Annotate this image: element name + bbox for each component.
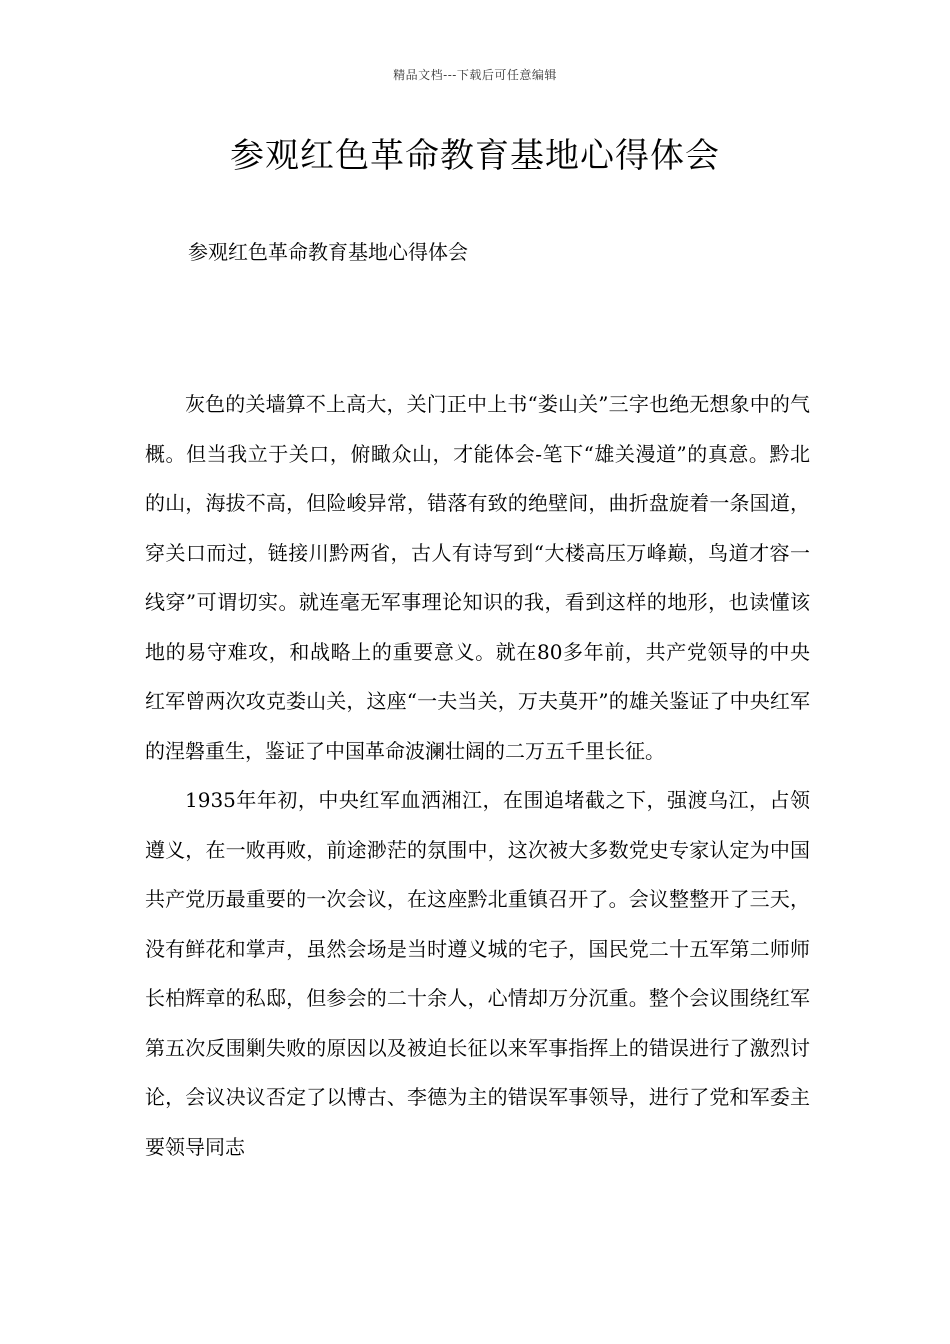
paragraph: 1935年年初，中央红军血洒湘江，在围追堵截之下，强渡乌江，占领遵义，在一败再败，前途渺茫的氛围中，这次被大多数党史专家认定为中国共产党历最重要的一次会议，在这座黔北重镇召开了。会议整整开了三天，没有鲜花和掌声，虽然会场是当时遵义城的宅子，国民党二十五军第二师师长柏辉章的私邸，但参会的二十余人，心情却万分沉重。整个会议围绕红军第五次反围剿失败的原因以及被迫长征以来军事指挥上的错误进行了激烈讨论，会议决议否定了以博古、李德为主的错误军事领导，进行了党和军委主要领导同志 xyxy=(145,788,810,1159)
document-subtitle: 参观红色革命教育基地心得体会 xyxy=(188,240,468,264)
document-title: 参观红色革命教育基地心得体会 xyxy=(230,136,720,176)
header-note: 精品文档---下载后可任意编辑 xyxy=(393,68,557,82)
paragraph: 灰色的关墙算不上高大，关门正中上书“娄山关”三字也绝无想象中的气概。但当我立于关口，俯瞰众山，才能体会-笔下“雄关漫道”的真意。黔北的山，海拔不高，但险峻异常，错落有致的绝壁间，曲折盘旋着一条国道，穿关口而过，链接川黔两省，古人有诗写到“大楼高压万峰巅，鸟道才容一线穿”可谓切实。就连毫无军事理论知识的我，看到这样的地形，也读懂该地的易守难攻，和战略上的重要意义。就在80多年前，共产党领导的中央红军曾两次攻克娄山关，这座“一夫当关，万夫莫开”的雄关鉴证了中央红军的涅磐重生，鉴证了中国革命波澜壮阔的二万五千里长征。 xyxy=(145,392,810,763)
document-body xyxy=(145,380,810,1172)
